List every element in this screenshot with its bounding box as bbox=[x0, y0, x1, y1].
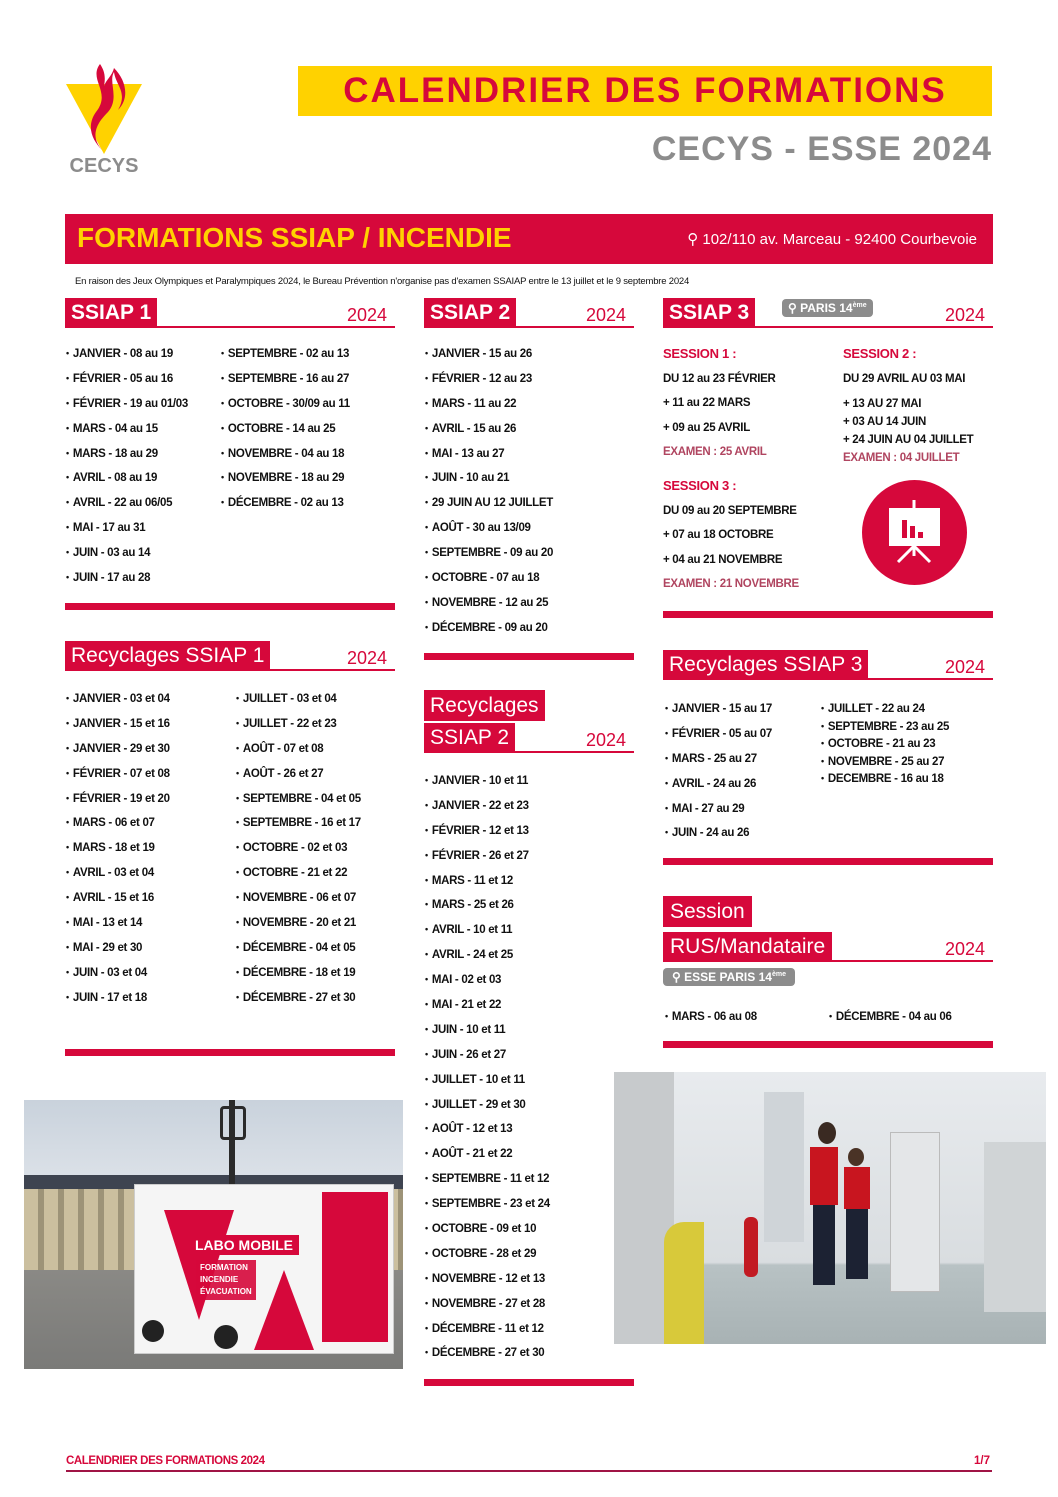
photo-labo-mobile bbox=[24, 1100, 403, 1369]
list-item: • DÉCEMBRE - 04 au 06 bbox=[829, 1004, 952, 1029]
list-item: • NOVEMBRE - 06 et 07 bbox=[236, 885, 361, 910]
ssiap2-label: SSIAP 2 bbox=[424, 298, 516, 328]
banner-title: FORMATIONS SSIAP / INCENDIE bbox=[77, 222, 512, 253]
list-item: • OCTOBRE - 21 et 22 bbox=[236, 860, 361, 885]
separator bbox=[65, 603, 395, 610]
list-item: • JUIN - 03 au 14 bbox=[66, 540, 188, 565]
list-item: • JANVIER - 03 et 04 bbox=[66, 686, 170, 711]
list-item: • FÉVRIER - 26 et 27 bbox=[425, 843, 550, 868]
list-item: • JUILLET - 22 au 24 bbox=[821, 700, 949, 718]
list-item: • SEPTEMBRE - 23 au 25 bbox=[821, 718, 949, 736]
rus-list-col2 bbox=[829, 1004, 952, 1029]
list-item: • AOÛT - 26 et 27 bbox=[236, 761, 361, 786]
svg-text:CECYS: CECYS bbox=[69, 155, 139, 177]
recyclage3-label: Recyclages SSIAP 3 bbox=[663, 650, 868, 680]
list-item: • AOÛT - 30 au 13/09 bbox=[425, 515, 553, 540]
ssiap1-list-col2 bbox=[221, 341, 350, 515]
list-item: • MAI - 13 et 14 bbox=[66, 910, 170, 935]
photo-caption: LABO MOBILE bbox=[189, 1235, 299, 1255]
list-item: • DECEMBRE - 16 au 18 bbox=[821, 770, 949, 788]
list-item: • MARS - 11 au 22 bbox=[425, 391, 553, 416]
olympics-notice: En raison des Jeux Olympiques et Paralympiques 2024, le Bureau Prévention n'organise pas d'examen SSAIAP entre le 13 juillet et le 9 septembre 2024 bbox=[75, 276, 690, 287]
list-item: • NOVEMBRE - 20 et 21 bbox=[236, 910, 361, 935]
list-item: • NOVEMBRE - 25 au 27 bbox=[821, 753, 949, 771]
list-item: • MARS - 25 au 27 bbox=[665, 746, 772, 771]
list-item: • SEPTEMBRE - 11 et 12 bbox=[425, 1166, 550, 1191]
list-item: • OCTOBRE - 14 au 25 bbox=[221, 416, 350, 441]
recyclage1-year: 2024 bbox=[346, 648, 387, 668]
list-item: • AVRIL - 03 et 04 bbox=[66, 860, 170, 885]
separator bbox=[663, 611, 993, 618]
recyclage1-label: Recyclages SSIAP 1 bbox=[65, 641, 270, 671]
list-item: • MAI - 02 et 03 bbox=[425, 967, 550, 992]
list-item: • DÉCEMBRE - 11 et 12 bbox=[425, 1316, 550, 1341]
list-item: • OCTOBRE - 28 et 29 bbox=[425, 1241, 550, 1266]
list-item: • SEPTEMBRE - 23 et 24 bbox=[425, 1191, 550, 1216]
recyclage3-list-col1 bbox=[665, 696, 772, 845]
list-item: • JANVIER - 15 et 16 bbox=[66, 711, 170, 736]
recyclage2-label-line2: SSIAP 2 bbox=[424, 723, 515, 753]
list-item: • AOÛT - 07 et 08 bbox=[236, 736, 361, 761]
ssiap1-header bbox=[65, 298, 395, 328]
list-item: • SEPTEMBRE - 09 au 20 bbox=[425, 540, 553, 565]
ssiap2-list bbox=[425, 341, 553, 640]
list-item: • MAI - 21 et 22 bbox=[425, 992, 550, 1017]
list-item: • FÉVRIER - 19 au 01/03 bbox=[66, 391, 188, 416]
rus-list-col1 bbox=[665, 1004, 757, 1029]
list-item: • FÉVRIER - 05 au 16 bbox=[66, 366, 188, 391]
ssiap1-list-col1 bbox=[66, 341, 188, 590]
list-item: • MARS - 11 et 12 bbox=[425, 868, 550, 893]
recyclage2-year: 2024 bbox=[585, 730, 626, 750]
ssiap2-header bbox=[424, 298, 634, 328]
list-item: • DÉCEMBRE - 02 au 13 bbox=[221, 490, 350, 515]
list-item: • DÉCEMBRE - 18 et 19 bbox=[236, 960, 361, 985]
list-item: • OCTOBRE - 07 au 18 bbox=[425, 565, 553, 590]
list-item: • FÉVRIER - 19 et 20 bbox=[66, 786, 170, 811]
list-item: • NOVEMBRE - 04 au 18 bbox=[221, 441, 350, 466]
presentation-board-icon bbox=[862, 480, 967, 585]
photo-technicians bbox=[614, 1072, 1046, 1344]
list-item: • NOVEMBRE - 12 au 25 bbox=[425, 590, 553, 615]
list-item: • SEPTEMBRE - 16 au 27 bbox=[221, 366, 350, 391]
location-chip-paris: ⚲ PARIS 14ème bbox=[782, 299, 873, 317]
separator bbox=[663, 858, 993, 865]
ssiap3-session1: SESSION 1 : DU 12 au 23 FÉVRIER + 11 au 22 MARS + 09 au 25 AVRIL EXAMEN : 25 AVRIL bbox=[663, 346, 776, 458]
list-item: • MARS - 18 au 29 bbox=[66, 441, 188, 466]
location-pin-icon: ⚲ bbox=[687, 231, 699, 248]
list-item: • AVRIL - 22 au 06/05 bbox=[66, 490, 188, 515]
list-item: • MAI - 29 et 30 bbox=[66, 935, 170, 960]
list-item: • JUIN - 10 au 21 bbox=[425, 465, 553, 490]
location-pin-icon: ⚲ bbox=[788, 301, 797, 315]
list-item: • JUIN - 24 au 26 bbox=[665, 820, 772, 845]
list-item: • JUIN - 17 et 18 bbox=[66, 985, 170, 1010]
list-item: • AVRIL - 15 et 16 bbox=[66, 885, 170, 910]
list-item: • MARS - 06 et 07 bbox=[66, 810, 170, 835]
separator bbox=[424, 653, 634, 660]
page-subtitle: CECYS - ESSE 2024 bbox=[651, 130, 992, 168]
list-item: • AVRIL - 15 au 26 bbox=[425, 416, 553, 441]
recyclage2-header bbox=[424, 723, 634, 753]
list-item: • JUIN - 10 et 11 bbox=[425, 1017, 550, 1042]
ssiap3-session2: SESSION 2 : DU 29 AVRIL AU 03 MAI + 13 AU 27 MAI + 03 AU 14 JUIN + 24 JUIN AU 04 JUILLET EXAMEN : 04 JUILLET bbox=[843, 346, 974, 464]
rus-label-line2: RUS/Mandataire bbox=[663, 932, 832, 962]
list-item: • MARS - 04 au 15 bbox=[66, 416, 188, 441]
list-item: • SEPTEMBRE - 04 et 05 bbox=[236, 786, 361, 811]
recyclage1-list-col2 bbox=[236, 686, 361, 1010]
recyclage3-year: 2024 bbox=[944, 657, 985, 677]
list-item: • JANVIER - 22 et 23 bbox=[425, 793, 550, 818]
location-chip-esse: ⚲ ESSE PARIS 14ème bbox=[663, 968, 795, 986]
list-item: • NOVEMBRE - 18 au 29 bbox=[221, 465, 350, 490]
ssiap3-label: SSIAP 3 bbox=[663, 298, 755, 328]
recyclage2-label-line1: Recyclages bbox=[424, 690, 545, 721]
list-item: • JUIN - 17 au 28 bbox=[66, 565, 188, 590]
list-item: • MARS - 25 et 26 bbox=[425, 892, 550, 917]
list-item: • JANVIER - 08 au 19 bbox=[66, 341, 188, 366]
list-item: • AVRIL - 10 et 11 bbox=[425, 917, 550, 942]
footer-rule bbox=[66, 1470, 992, 1472]
list-item: • SEPTEMBRE - 02 au 13 bbox=[221, 341, 350, 366]
list-item: • JUILLET - 29 et 30 bbox=[425, 1092, 550, 1117]
list-item: • MAI - 17 au 31 bbox=[66, 515, 188, 540]
recyclage1-header bbox=[65, 641, 395, 671]
separator bbox=[424, 1379, 634, 1386]
list-item: • JUILLET - 22 et 23 bbox=[236, 711, 361, 736]
list-item: • OCTOBRE - 02 et 03 bbox=[236, 835, 361, 860]
banner-address: ⚲ 102/110 av. Marceau - 92400 Courbevoie bbox=[687, 231, 977, 248]
list-item: • JANVIER - 29 et 30 bbox=[66, 736, 170, 761]
list-item: • AVRIL - 08 au 19 bbox=[66, 465, 188, 490]
list-item: • JUILLET - 03 et 04 bbox=[236, 686, 361, 711]
page-number: 1/7 bbox=[974, 1455, 990, 1467]
list-item: • AOÛT - 21 et 22 bbox=[425, 1141, 550, 1166]
recyclage1-list-col1 bbox=[66, 686, 170, 1010]
list-item: • AVRIL - 24 et 25 bbox=[425, 942, 550, 967]
section-banner bbox=[65, 214, 993, 264]
list-item: • JUIN - 03 et 04 bbox=[66, 960, 170, 985]
cecys-logo bbox=[62, 62, 147, 177]
list-item: • JANVIER - 10 et 11 bbox=[425, 768, 550, 793]
list-item: • NOVEMBRE - 27 et 28 bbox=[425, 1291, 550, 1316]
list-item: • FÉVRIER - 12 au 23 bbox=[425, 366, 553, 391]
recyclage2-list bbox=[425, 768, 550, 1365]
list-item: • FÉVRIER - 12 et 13 bbox=[425, 818, 550, 843]
list-item: • DÉCEMBRE - 09 au 20 bbox=[425, 615, 553, 640]
list-item: • MARS - 06 au 08 bbox=[665, 1004, 757, 1029]
list-item: • NOVEMBRE - 12 et 13 bbox=[425, 1266, 550, 1291]
list-item: • MAI - 13 au 27 bbox=[425, 441, 553, 466]
photo-subcaption: FORMATION INCENDIE ÉVACUATION bbox=[196, 1260, 256, 1300]
list-item: • JUILLET - 10 et 11 bbox=[425, 1067, 550, 1092]
rus-label-line1: Session bbox=[663, 896, 752, 927]
list-item: • OCTOBRE - 21 au 23 bbox=[821, 735, 949, 753]
list-item: • OCTOBRE - 30/09 au 11 bbox=[221, 391, 350, 416]
list-item: • SEPTEMBRE - 16 et 17 bbox=[236, 810, 361, 835]
list-item: • DÉCEMBRE - 27 et 30 bbox=[425, 1340, 550, 1365]
list-item: • MAI - 27 au 29 bbox=[665, 796, 772, 821]
recyclage3-list-col2 bbox=[821, 700, 949, 788]
footer-title: CALENDRIER DES FORMATIONS 2024 bbox=[66, 1455, 265, 1467]
list-item: • DÉCEMBRE - 04 et 05 bbox=[236, 935, 361, 960]
separator bbox=[663, 1041, 993, 1048]
list-item: • MARS - 18 et 19 bbox=[66, 835, 170, 860]
ssiap1-year: 2024 bbox=[346, 305, 387, 325]
ssiap2-year: 2024 bbox=[585, 305, 626, 325]
list-item: • FÉVRIER - 07 et 08 bbox=[66, 761, 170, 786]
list-item: • OCTOBRE - 09 et 10 bbox=[425, 1216, 550, 1241]
title-band bbox=[298, 66, 992, 116]
page-title: CALENDRIER DES FORMATIONS bbox=[343, 71, 947, 110]
list-item: • DÉCEMBRE - 27 et 30 bbox=[236, 985, 361, 1010]
list-item: • AOÛT - 12 et 13 bbox=[425, 1116, 550, 1141]
separator bbox=[65, 1049, 395, 1056]
recyclage3-header bbox=[663, 650, 993, 680]
location-pin-icon: ⚲ bbox=[672, 970, 681, 984]
list-item: • JANVIER - 15 au 26 bbox=[425, 341, 553, 366]
ssiap3-year: 2024 bbox=[944, 305, 985, 325]
rus-header bbox=[663, 932, 993, 962]
list-item: • JANVIER - 15 au 17 bbox=[665, 696, 772, 721]
list-item: • JUIN - 26 et 27 bbox=[425, 1042, 550, 1067]
list-item: • 29 JUIN AU 12 JUILLET bbox=[425, 490, 553, 515]
list-item: • FÉVRIER - 05 au 07 bbox=[665, 721, 772, 746]
ssiap1-label: SSIAP 1 bbox=[65, 298, 157, 328]
ssiap3-session3: SESSION 3 : DU 09 au 20 SEPTEMBRE + 07 au 18 OCTOBRE + 04 au 21 NOVEMBRE EXAMEN : 21 NOVEMBRE bbox=[663, 478, 799, 590]
list-item: • AVRIL - 24 au 26 bbox=[665, 771, 772, 796]
rus-year: 2024 bbox=[944, 939, 985, 959]
